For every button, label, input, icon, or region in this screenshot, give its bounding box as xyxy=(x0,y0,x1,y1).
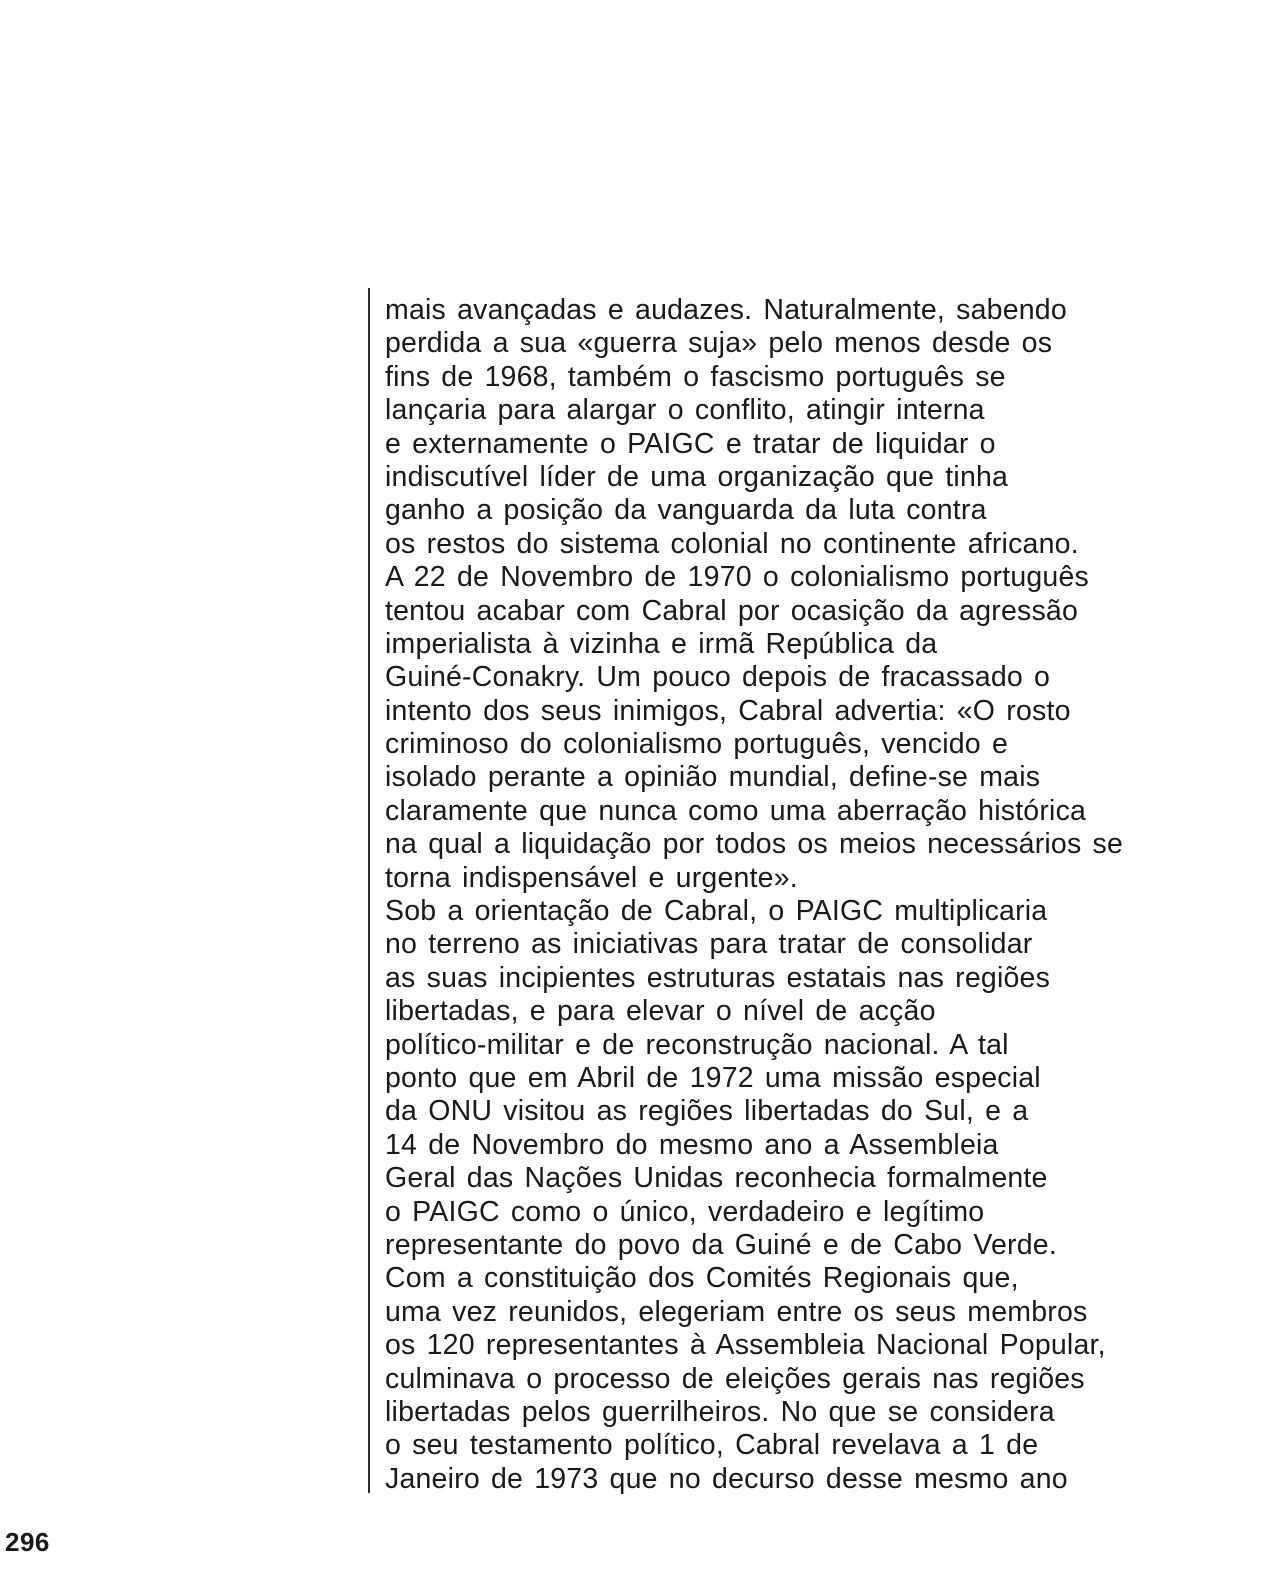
text-line: mais avançadas e audazes. Naturalmente, sabendo xyxy=(385,294,1067,326)
text-line: o PAIGC como o único, verdadeiro e legítimo xyxy=(385,1195,985,1228)
text-line: claramente que nunca como uma aberração histórica xyxy=(385,794,1087,827)
text-line: Geral das Nações Unidas reconhecia formalmente xyxy=(385,1162,1048,1195)
text-line: torna indispensável e urgente». xyxy=(385,861,798,894)
margin-rule xyxy=(368,288,370,1493)
text-line: Janeiro de 1973 que no decurso desse mesmo ano xyxy=(385,1462,1068,1495)
text-line: intento dos seus inimigos, Cabral advertia: «O rosto xyxy=(385,694,1071,727)
text-line: tentou acabar com Cabral por ocasição da agressão xyxy=(385,594,1079,627)
text-line: e externamente o PAIGC e tratar de liquidar o xyxy=(385,427,996,460)
text-line: o seu testamento político, Cabral revelava a 1 de xyxy=(385,1429,1039,1462)
text-line: culminava o processo de eleições gerais nas regiões xyxy=(385,1362,1085,1395)
text-line: Sob a orientação de Cabral, o PAIGC multiplicaria xyxy=(385,895,1048,928)
text-line: no terreno as iniciativas para tratar de consolidar xyxy=(385,928,1033,961)
text-line: os restos do sistema colonial no continente africano. xyxy=(385,527,1079,560)
text-line: Com a constituição dos Comités Regionais que, xyxy=(385,1262,1019,1295)
text-line: ponto que em Abril de 1972 uma missão especial xyxy=(385,1061,1041,1094)
text-line: da ONU visitou as regiões libertadas do Sul, e a xyxy=(385,1095,1029,1128)
text-line: lançaria para alargar o conflito, atingir interna xyxy=(385,394,985,427)
text-line: fins de 1968, também o fascismo português se xyxy=(385,360,1006,393)
body-text xyxy=(385,294,1245,1496)
text-line: político-militar e de reconstrução nacional. A tal xyxy=(385,1028,1009,1061)
text-line: os 120 representantes à Assembleia Nacional Popular, xyxy=(385,1329,1106,1362)
text-line: libertadas pelos guerrilheiros. No que se considera xyxy=(385,1395,1055,1428)
text-line: imperialista à vizinha e irmã República da xyxy=(385,627,938,660)
text-line: criminoso do colonialismo português, vencido e xyxy=(385,728,1009,761)
text-line: representante do povo da Guiné e de Cabo Verde. xyxy=(385,1228,1057,1261)
text-line: libertadas, e para elevar o nível de acção xyxy=(385,995,936,1028)
text-line: 14 de Novembro do mesmo ano a Assembleia xyxy=(385,1128,999,1161)
text-line: indiscutível líder de uma organização que tinha xyxy=(385,460,1009,493)
text-line: uma vez reunidos, elegeriam entre os seus membros xyxy=(385,1295,1088,1328)
text-line: as suas incipientes estruturas estatais nas regiões xyxy=(385,961,1051,994)
text-line: Guiné-Conakry. Um pouco depois de fracassado o xyxy=(385,661,1051,694)
text-line: perdida a sua «guerra suja» pelo menos desde os xyxy=(385,327,1053,360)
text-line: na qual a liquidação por todos os meios necessários se xyxy=(385,828,1124,861)
page-number: 296 xyxy=(5,1527,50,1557)
text-line: A 22 de Novembro de 1970 o colonialismo português xyxy=(385,561,1089,594)
text-line: ganho a posição da vanguarda da luta contra xyxy=(385,494,987,527)
text-line: isolado perante a opinião mundial, define-se mais xyxy=(385,761,1041,794)
